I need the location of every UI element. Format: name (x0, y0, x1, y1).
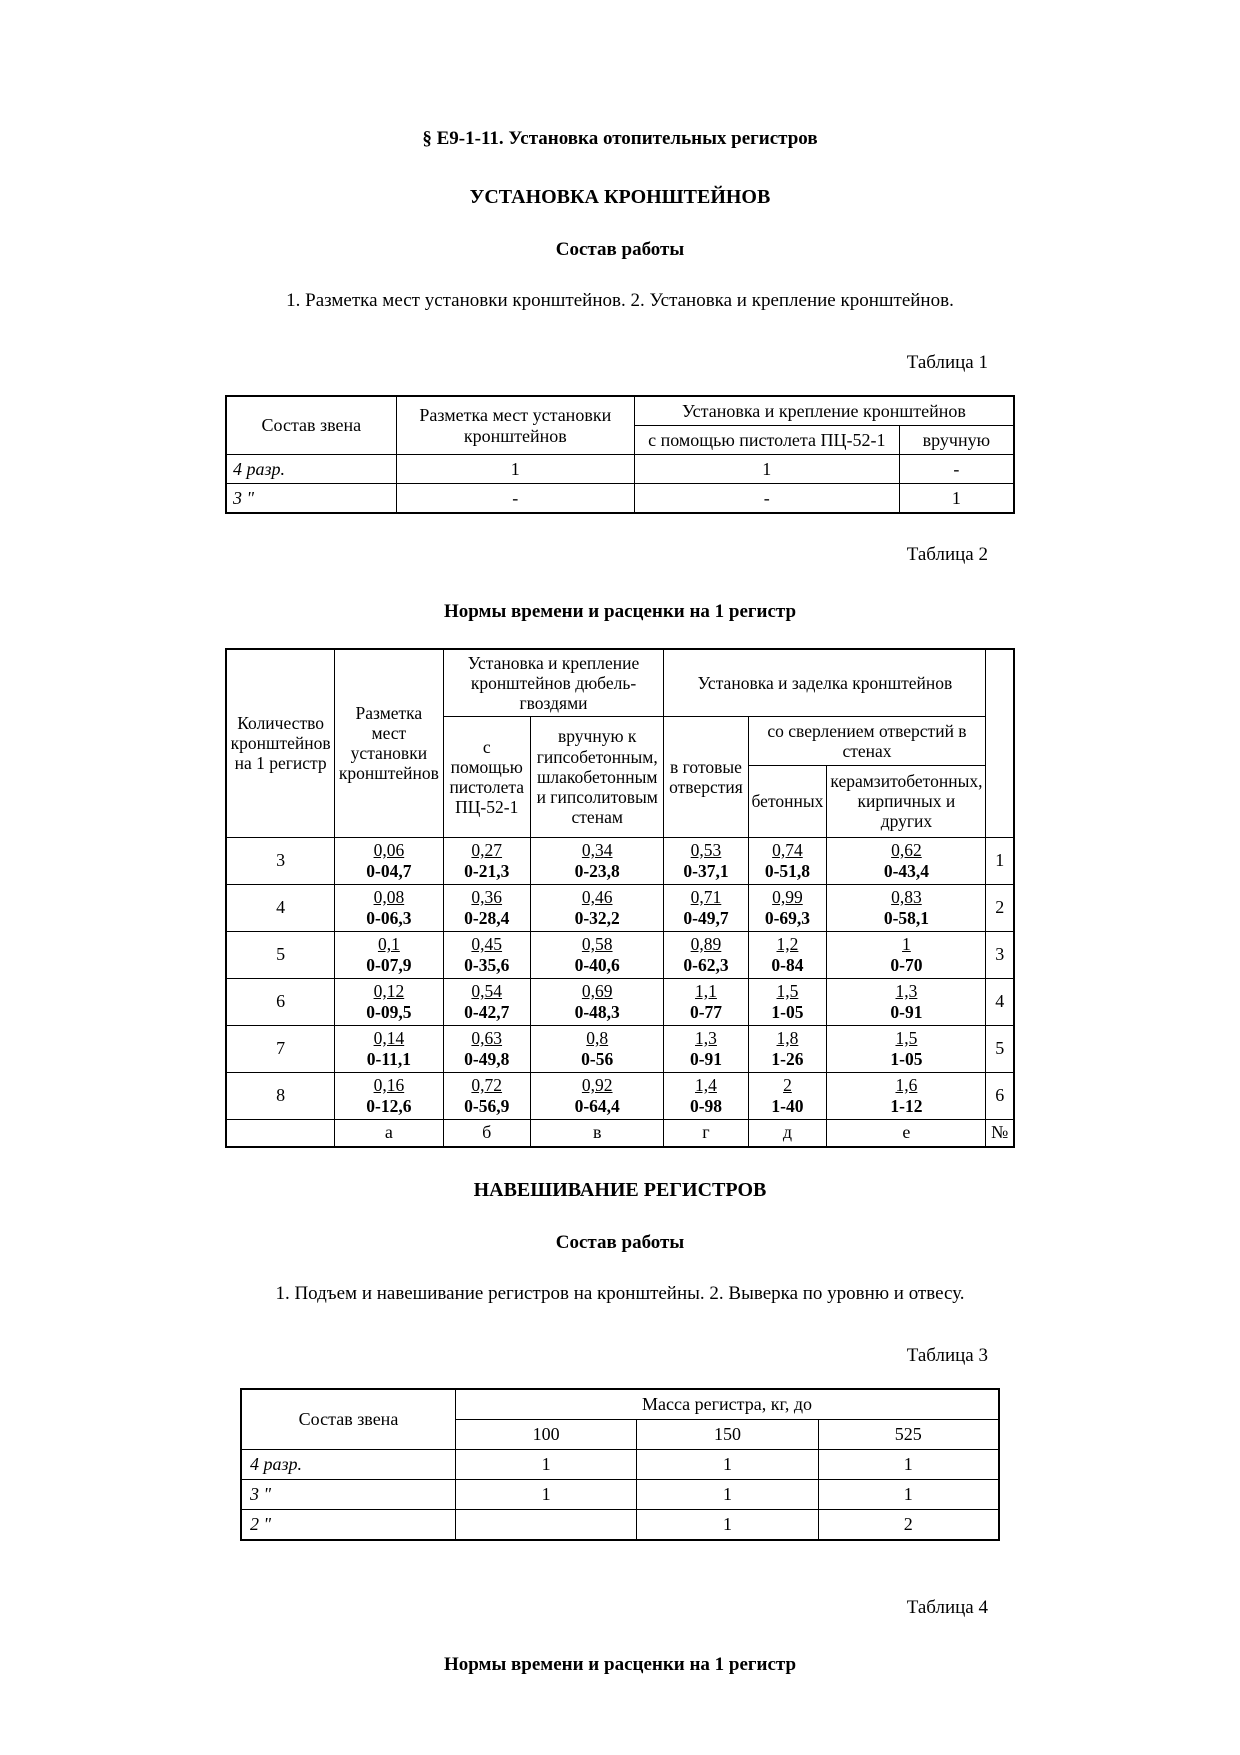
cell-row-number: 2 (986, 884, 1014, 931)
cell-mass-150: 1 (637, 1480, 818, 1510)
cell-a (335, 837, 443, 884)
cell-v-time: 0,69 (581, 980, 613, 1001)
cell-d-price: 0-69,3 (764, 907, 811, 928)
table-row (241, 1389, 999, 1420)
cell-e-time: 1,3 (895, 980, 918, 1001)
work-composition-text-2: 1. Подъем и навешивание регистров на кронштейны. 2. Выверка по уровню и отвесу. (275, 1282, 965, 1304)
cell-e (827, 837, 986, 884)
cell-e-price: 0-43,4 (883, 860, 930, 881)
cell-count: 7 (226, 1025, 335, 1072)
table-2-caption: Таблица 2 (906, 544, 988, 566)
th-crew: Состав звена (226, 396, 396, 455)
cell-g (664, 931, 748, 978)
table-row (226, 978, 1014, 1025)
cell-d (748, 1072, 827, 1119)
cell-v (530, 931, 664, 978)
cell-b-time: 0,36 (471, 886, 503, 907)
letter-cell: г (664, 1119, 748, 1147)
cell-d-time: 1,2 (776, 933, 799, 954)
cell-v (530, 837, 664, 884)
cell-e-time: 1 (902, 933, 911, 954)
cell-d-time: 0,99 (772, 886, 803, 907)
table-4-title: Нормы времени и расценки на 1 регистр (443, 1653, 797, 1675)
cell-g-time: 0,53 (690, 839, 722, 860)
cell-b-price: 0-49,8 (464, 1048, 510, 1069)
part-2-heading: НАВЕШИВАНИЕ РЕГИСТРОВ (473, 1178, 767, 1201)
cell-v (530, 1072, 664, 1119)
cell-mass-525: 2 (818, 1510, 999, 1541)
table-row-letters (226, 1119, 1014, 1147)
cell-v-price: 0-23,8 (574, 860, 620, 881)
cell-e (827, 1072, 986, 1119)
cell-e-price: 0-58,1 (883, 907, 930, 928)
cell-e-price: 1-05 (890, 1048, 923, 1069)
cell-g (664, 1072, 748, 1119)
cell-v-price: 0-32,2 (574, 907, 620, 928)
cell-b (443, 931, 530, 978)
cell-a (335, 1025, 443, 1072)
cell-v (530, 884, 664, 931)
cell-crew: 3 " (226, 484, 396, 514)
th-mass-525: 525 (818, 1420, 999, 1450)
letter-cell: е (827, 1119, 986, 1147)
cell-d-price: 1-26 (771, 1048, 804, 1069)
cell-e (827, 931, 986, 978)
table-row (226, 1025, 1014, 1072)
cell-e (827, 884, 986, 931)
table-row (226, 931, 1014, 978)
cell-d-price: 1-40 (771, 1095, 804, 1116)
cell-mass-100: 1 (456, 1480, 637, 1510)
cell-v-price: 0-64,4 (574, 1095, 620, 1116)
cell-g-price: 0-62,3 (683, 954, 729, 975)
cell-b-time: 0,45 (471, 933, 503, 954)
cell-crew: 2 " (241, 1510, 456, 1541)
th-marking: Разметка мест установки кронштейнов (335, 649, 443, 838)
table-row (241, 1510, 999, 1541)
cell-b (443, 1025, 530, 1072)
cell-count: 6 (226, 978, 335, 1025)
cell-d (748, 931, 827, 978)
cell-a-price: 0-12,6 (366, 1095, 412, 1116)
work-composition-heading-2: Состав работы (555, 1231, 685, 1253)
cell-count: 5 (226, 931, 335, 978)
cell-e-time: 0,83 (891, 886, 922, 907)
work-composition-heading-1: Состав работы (555, 238, 685, 260)
cell-g-price: 0-77 (689, 1001, 723, 1022)
table-2-title: Нормы времени и расценки на 1 регистр (443, 600, 797, 622)
cell-b-price: 0-56,9 (464, 1095, 510, 1116)
th-with-gun: с помощью пистолета ПЦ-52-1 (634, 426, 899, 455)
cell-v (530, 978, 664, 1025)
cell-d-price: 0-51,8 (764, 860, 811, 881)
cell-d-price: 0-84 (771, 954, 804, 975)
letter-cell (226, 1119, 335, 1147)
cell-crew: 3 " (241, 1480, 456, 1510)
cell-g-price: 0-91 (689, 1048, 723, 1069)
cell-count: 3 (226, 837, 335, 884)
cell-a-price: 0-09,5 (366, 1001, 412, 1022)
letter-cell: д (748, 1119, 827, 1147)
cell-a-price: 0-07,9 (366, 954, 412, 975)
cell-g-time: 1,3 (695, 1027, 717, 1048)
cell-marking: - (396, 484, 634, 514)
cell-b (443, 978, 530, 1025)
cell-mass-150: 1 (637, 1450, 818, 1480)
cell-g-price: 0-37,1 (683, 860, 729, 881)
table-row (226, 884, 1014, 931)
cell-a-time: 0,12 (373, 980, 405, 1001)
cell-g-time: 0,89 (690, 933, 722, 954)
cell-row-number: 4 (986, 978, 1014, 1025)
cell-e (827, 978, 986, 1025)
page-title: § Е9-1-11. Установка отопительных регистров (422, 128, 818, 149)
table-row (226, 837, 1014, 884)
cell-v-time: 0,58 (581, 933, 613, 954)
letter-cell: № (986, 1119, 1014, 1147)
th-number-col (986, 649, 1014, 838)
th-crew: Состав звена (241, 1389, 456, 1450)
cell-d-time: 1,8 (776, 1027, 799, 1048)
cell-d-time: 1,5 (776, 980, 799, 1001)
cell-b-price: 0-35,6 (464, 954, 510, 975)
th-concrete: бетонных (748, 765, 827, 837)
cell-e-time: 0,62 (891, 839, 922, 860)
cell-e-price: 0-91 (890, 1001, 923, 1022)
cell-a-time: 0,16 (373, 1074, 405, 1095)
cell-b-price: 0-42,7 (464, 1001, 510, 1022)
work-composition-text-1: 1. Разметка мест установки кронштейнов. 2. Установка и крепление кронштейнов. (286, 289, 954, 311)
th-with-drilling: со сверлением отверстий в стенах (748, 716, 986, 765)
cell-g-time: 0,71 (690, 886, 722, 907)
cell-crew: 4 разр. (226, 455, 396, 484)
cell-v (530, 1025, 664, 1072)
th-install: Установка и крепление кронштейнов (634, 396, 1014, 426)
cell-g-price: 0-49,7 (683, 907, 729, 928)
cell-v-price: 0-56 (581, 1048, 614, 1069)
cell-row-number: 1 (986, 837, 1014, 884)
th-mass-150: 150 (637, 1420, 818, 1450)
cell-d (748, 884, 827, 931)
cell-manual: 1 (899, 484, 1014, 514)
cell-g-price: 0-98 (689, 1095, 723, 1116)
cell-g (664, 884, 748, 931)
th-install-seal: Установка и заделка кронштейнов (664, 649, 986, 717)
th-count: Количество кронштейнов на 1 регистр (226, 649, 335, 838)
cell-g (664, 837, 748, 884)
table-3-caption: Таблица 3 (906, 1345, 988, 1367)
cell-d (748, 837, 827, 884)
cell-manual: - (899, 455, 1014, 484)
cell-mass-150: 1 (637, 1510, 818, 1541)
cell-count: 8 (226, 1072, 335, 1119)
letter-cell: в (530, 1119, 664, 1147)
table-row (226, 396, 1014, 426)
th-mass-100: 100 (456, 1420, 637, 1450)
cell-a-time: 0,08 (373, 886, 405, 907)
cell-b-time: 0,72 (471, 1074, 503, 1095)
table-row (241, 1450, 999, 1480)
cell-a-time: 0,1 (377, 933, 400, 954)
table-row (226, 649, 1014, 717)
cell-b-time: 0,63 (471, 1027, 503, 1048)
cell-b (443, 1072, 530, 1119)
cell-a-time: 0,06 (373, 839, 405, 860)
cell-e-price: 0-70 (890, 954, 923, 975)
th-mass: Масса регистра, кг, до (456, 1389, 1000, 1420)
cell-with-gun: 1 (634, 455, 899, 484)
cell-with-gun: - (634, 484, 899, 514)
cell-d-time: 2 (783, 1074, 792, 1095)
cell-e (827, 1025, 986, 1072)
cell-g-time: 1,1 (695, 980, 717, 1001)
cell-a (335, 884, 443, 931)
cell-b-time: 0,27 (471, 839, 503, 860)
cell-e-price: 1-12 (890, 1095, 923, 1116)
cell-v-price: 0-48,3 (574, 1001, 620, 1022)
cell-mass-525: 1 (818, 1450, 999, 1480)
cell-row-number: 5 (986, 1025, 1014, 1072)
th-marking: Разметка мест установки кронштейнов (396, 396, 634, 455)
table-crew-by-mass (240, 1388, 1000, 1541)
th-manual-gypsum: вручную к гипсобетонным, шлакобетонным и гипсолитовым стенам (530, 716, 664, 837)
letter-cell: а (335, 1119, 443, 1147)
th-with-gun: с помощью пистолета ПЦ-52-1 (443, 716, 530, 837)
th-claydite: керамзитобетонных, кирпичных и других (827, 765, 986, 837)
th-manual: вручную (899, 426, 1014, 455)
cell-v-time: 0,92 (581, 1074, 613, 1095)
cell-b (443, 837, 530, 884)
cell-a-price: 0-04,7 (366, 860, 412, 881)
cell-mass-525: 1 (818, 1480, 999, 1510)
cell-count: 4 (226, 884, 335, 931)
cell-v-time: 0,34 (581, 839, 613, 860)
cell-d-time: 0,74 (772, 839, 803, 860)
cell-d-price: 1-05 (771, 1001, 804, 1022)
cell-d (748, 978, 827, 1025)
cell-a (335, 1072, 443, 1119)
cell-e-time: 1,5 (895, 1027, 918, 1048)
part-1-heading: УСТАНОВКА КРОНШТЕЙНОВ (469, 185, 771, 208)
cell-b (443, 884, 530, 931)
th-fix-dowel: Установка и крепление кронштейнов дюбель-гвоздями (443, 649, 664, 717)
cell-row-number: 6 (986, 1072, 1014, 1119)
table-crew-composition (225, 395, 1015, 514)
cell-g (664, 978, 748, 1025)
table-norms-brackets (225, 648, 1015, 1148)
cell-a-price: 0-06,3 (366, 907, 412, 928)
cell-v-time: 0,8 (586, 1027, 609, 1048)
letter-cell: б (443, 1119, 530, 1147)
cell-v-time: 0,46 (581, 886, 613, 907)
table-4-caption: Таблица 4 (906, 1597, 988, 1619)
cell-v-price: 0-40,6 (574, 954, 620, 975)
cell-d (748, 1025, 827, 1072)
cell-g (664, 1025, 748, 1072)
table-row (226, 484, 1014, 514)
cell-a-price: 0-11,1 (366, 1048, 411, 1069)
cell-row-number: 3 (986, 931, 1014, 978)
cell-a (335, 978, 443, 1025)
cell-b-price: 0-21,3 (464, 860, 510, 881)
cell-b-price: 0-28,4 (464, 907, 510, 928)
cell-g-time: 1,4 (695, 1074, 717, 1095)
table-1-caption: Таблица 1 (906, 352, 988, 374)
cell-a (335, 931, 443, 978)
th-ready-holes: в готовые отверстия (664, 716, 748, 837)
cell-b-time: 0,54 (471, 980, 503, 1001)
table-row (241, 1480, 999, 1510)
cell-e-time: 1,6 (895, 1074, 918, 1095)
table-row (226, 455, 1014, 484)
cell-mass-100 (456, 1510, 637, 1541)
cell-mass-100: 1 (456, 1450, 637, 1480)
table-row (226, 1072, 1014, 1119)
cell-marking: 1 (396, 455, 634, 484)
cell-crew: 4 разр. (241, 1450, 456, 1480)
cell-a-time: 0,14 (373, 1027, 405, 1048)
